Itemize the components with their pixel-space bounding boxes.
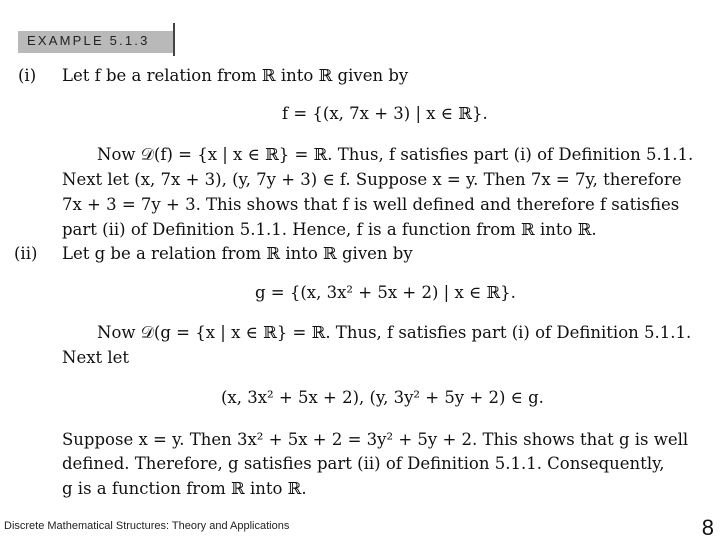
part-ii-conclusion-2: defined. Therefore, g satisfies part (ii) of Definition 5.1.1. Consequently,: [62, 454, 665, 473]
part-i-line-2: Next let (x, 7x + 3), (y, 7y + 3) ∈ f. Suppose x = y. Then 7x = 7y, therefore: [62, 170, 682, 189]
part-i-label: (i): [18, 66, 37, 85]
page-number: 8: [701, 515, 714, 540]
footer-book-title: Discrete Mathematical Structures: Theory and Applications: [4, 520, 290, 532]
part-i-intro: Let f be a relation from ℝ into ℝ given by: [62, 66, 409, 85]
part-ii-formula: g = {(x, 3x² + 5x + 2) | x ∈ ℝ}.: [255, 283, 516, 302]
part-i-line-4: part (ii) of Definition 5.1.1. Hence, f is a function from ℝ into ℝ.: [62, 220, 597, 239]
header-divider: [173, 23, 175, 56]
part-ii-label: (ii): [14, 244, 38, 263]
part-ii-line-1: Now 𝒟(g = {x | x ∈ ℝ} = ℝ. Thus, f satisfies part (i) of Definition 5.1.1.: [97, 323, 692, 342]
part-ii-intro: Let g be a relation from ℝ into ℝ given by: [62, 244, 413, 263]
part-ii-conclusion-3: g is a function from ℝ into ℝ.: [62, 479, 307, 498]
part-i-line-3: 7x + 3 = 7y + 3. This shows that f is well defined and therefore f satisfies: [62, 195, 680, 214]
part-i-line-1: Now 𝒟(f) = {x | x ∈ ℝ} = ℝ. Thus, f satisfies part (i) of Definition 5.1.1.: [97, 145, 694, 164]
part-ii-line-2: Next let: [62, 348, 130, 367]
part-ii-formula-2: (x, 3x² + 5x + 2), (y, 3y² + 5y + 2) ∈ g.: [221, 388, 544, 407]
part-ii-conclusion-1: Suppose x = y. Then 3x² + 5x + 2 = 3y² + 5y + 2. This shows that g is well: [62, 430, 689, 449]
example-title: EXAMPLE 5.1.3: [27, 33, 150, 48]
part-i-formula: f = {(x, 7x + 3) | x ∈ ℝ}.: [282, 104, 488, 123]
